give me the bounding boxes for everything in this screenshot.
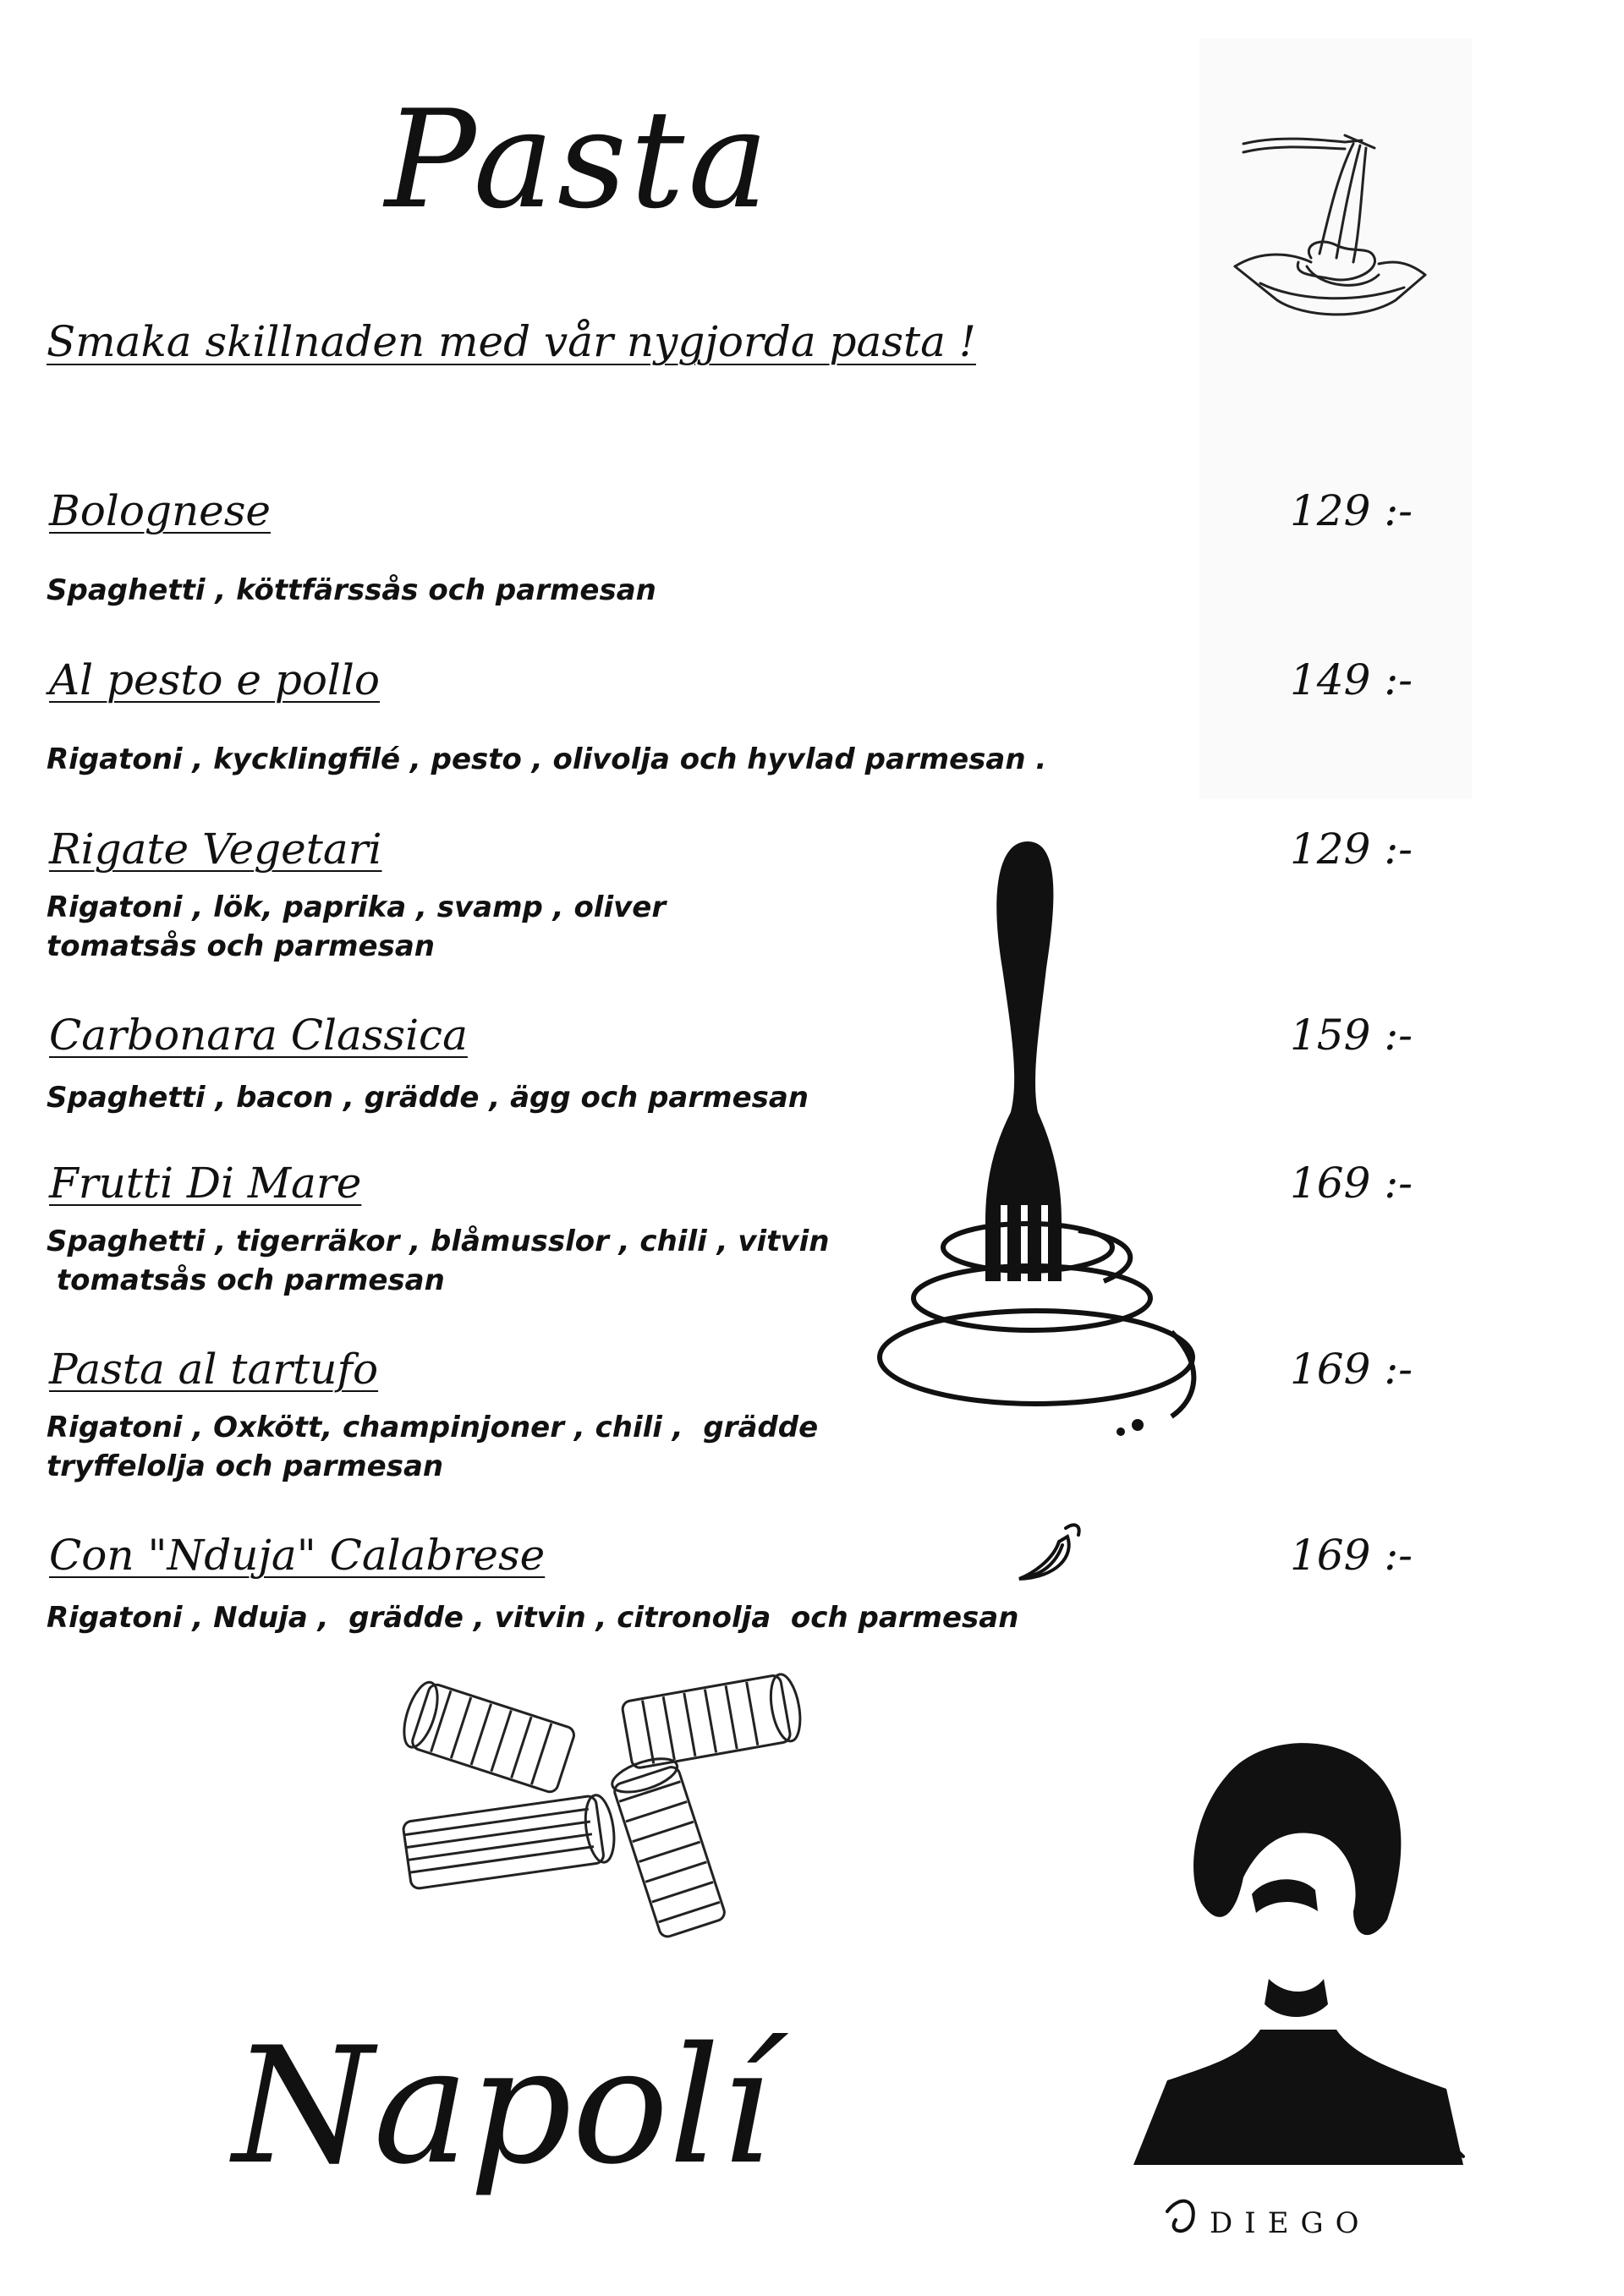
dish-name: Al pesto e pollo	[49, 655, 381, 704]
chili-pepper-icon	[1007, 1518, 1091, 1594]
dish-description: Rigatoni , kycklingfilé , pesto , olivolja och hyvlad parmesan .	[47, 743, 1047, 776]
dish-name: Con "Nduja" Calabrese	[49, 1531, 546, 1580]
dish-description: Rigatoni , Oxkött, champinjoner , chili , grädde tryffelolja och parmesan	[47, 1411, 819, 1483]
dish-description: Rigatoni , lök, paprika , svamp , oliver tomatsås och parmesan	[47, 890, 667, 963]
fork-pasta-icon	[859, 825, 1214, 1450]
dish-price: 169 :-	[1290, 1159, 1413, 1208]
dish-price: 169 :-	[1290, 1531, 1413, 1580]
dish-description: Spaghetti , bacon , grädde , ägg och parmesan	[47, 1081, 809, 1115]
dish-price: 129 :-	[1290, 486, 1413, 535]
portrait-illustration	[1116, 1725, 1480, 2249]
dish-price: 159 :-	[1290, 1011, 1413, 1060]
dish-description: Spaghetti , köttfärssås och parmesan	[47, 573, 656, 607]
dish-name: Bolognese	[49, 486, 271, 535]
footer-title: Napolí	[233, 2013, 772, 2200]
dish-name: Pasta al tartufo	[49, 1345, 379, 1394]
dish-price: 149 :-	[1290, 655, 1413, 704]
dish-price: 169 :-	[1290, 1345, 1413, 1394]
page-title: Pasta	[385, 80, 772, 238]
signature-text: DIEGO	[1210, 2206, 1371, 2240]
spaghetti-plate-icon	[1226, 118, 1438, 355]
dish-description: Rigatoni , Nduja , grädde , vitvin , citronolja och parmesan	[47, 1601, 1019, 1635]
dish-name: Rigate Vegetari	[49, 825, 382, 874]
tagline: Smaka skillnaden med vår nygjorda pasta !	[47, 317, 976, 366]
dish-description: Spaghetti , tigerräkor , blåmusslor , chili , vitvin tomatsås och parmesan	[47, 1225, 830, 1297]
rigatoni-icon	[389, 1670, 829, 1941]
dish-name: Carbonara Classica	[49, 1011, 468, 1060]
dish-name: Frutti Di Mare	[49, 1159, 362, 1208]
dish-price: 129 :-	[1290, 825, 1413, 874]
